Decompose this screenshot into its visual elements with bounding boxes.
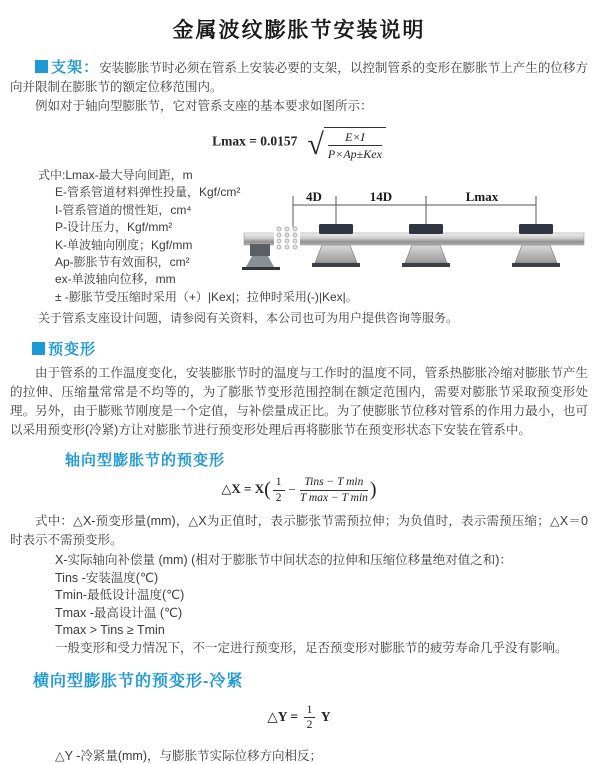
axial-formula-explanation: 式中：△X-预变形量(mm)，△X为正值时，表示膨张节需预拉伸；为负值时，表示需预压缩；△X＝0时表示不需预变形。: [10, 514, 588, 547]
definition-line: K-单波轴向刚度；Kgf/mm: [55, 237, 193, 252]
one-half-fraction: [304, 704, 316, 732]
section-heading-support: [35, 59, 99, 76]
definitions-and-diagram: [10, 167, 588, 307]
lateral-note: △Y -冷紧量(mm)，与膨胀节实际位移方向相反；: [55, 748, 323, 763]
support-section-label: 支架：: [51, 59, 100, 76]
dim-label-14d: 14D: [369, 189, 393, 204]
fraction-denominator: T max − T min: [299, 491, 368, 504]
minus-sign: −: [288, 482, 296, 497]
axial-predeform-formula: [10, 476, 588, 504]
section-bullet-icon: [35, 60, 48, 73]
fraction-numerator: 1: [304, 704, 316, 719]
axial-definition-line: Tmax > Tins ≥ Tmin: [55, 623, 165, 638]
open-paren: (: [264, 478, 271, 501]
axial-definition-line: Tmax -最高设计温 (℃): [55, 605, 183, 620]
support-note: 关于管系支座设计问题，请参阅有关资料，本公司也可为用户提供咨询等服务。: [38, 311, 459, 325]
page-title: 金属波纹膨胀节安装说明: [172, 19, 426, 42]
definition-line: P-设计压力，Kgf/mm²: [55, 220, 173, 235]
close-paren: ): [369, 478, 377, 501]
predeform-section-label: 预变形: [48, 341, 97, 358]
lateral-predeform-heading: 横向型膨胀节的预变形-冷紧: [33, 672, 244, 690]
section-bullet-icon: [32, 342, 45, 355]
fraction-numerator: Tins − T min: [300, 476, 368, 491]
definition-line: 式中:Lmax-最大导向间距，m: [38, 168, 193, 182]
dim-label-4d: 4D: [306, 189, 322, 204]
axial-definition-line: X-实际轴向补偿量 (mm) (相对于膨胀节中间状态的拉伸和压缩位移量绝对值之和)：: [55, 553, 512, 567]
support-intro-paragraph: [10, 58, 588, 97]
temperature-fraction: [300, 476, 368, 504]
axial-definition-line: Tmin-最低设计温度(℃): [55, 588, 185, 603]
fraction-numerator: E×I: [328, 130, 382, 146]
support-spacing-diagram: [236, 187, 588, 289]
formula-rhs: Y: [320, 708, 331, 724]
fraction-denominator: 2: [306, 719, 313, 732]
formula-lhs: △Y =: [267, 708, 299, 724]
fraction-denominator: P×Ap±Kex: [327, 147, 382, 161]
predeform-body-paragraph: 由于管系的工作温度变化，安装膨胀节时的温度与工作时的温度不同，管系热膨胀冷缩对膨胀节产生的拉伸、压缩量常常是不均等的，为了膨胀节变形范围控制在额定范围内，需要对膨胀节采取预变形处理。另外，由于膨账节刚度是一个定值，与补偿量成正比。为了使膨胀节位移对管系的作用力最小，也可以采用预变形(冷紧)方让对膨胀节进行预变形处理后再将膨胀节在预变形状态下安装在管系中。: [10, 366, 588, 437]
bellows: [274, 227, 300, 251]
one-half-fraction: [273, 476, 285, 504]
formula-lhs: △X = X: [221, 480, 265, 496]
fraction-denominator: 2: [275, 491, 282, 504]
axial-definition-line: Tins -安装温度(℃): [55, 570, 159, 585]
support-intro-text: 安装膨胀节时必须在管系上安装必要的支架，以控制管系的变形在膨胀节上产生的位移方向并限制在膨胀节的额定位移范围内。: [10, 61, 588, 94]
lmax-formula-lhs: Lmax = 0.0157: [212, 133, 298, 149]
support-example-line: 例如对于轴向型膨胀节，它对管系支座的基本要求如图所示：: [35, 99, 373, 113]
guide-support: [312, 224, 560, 267]
radical-expression: [307, 123, 385, 161]
sqrt-symbol: √: [307, 128, 324, 161]
lmax-formula: [10, 123, 588, 161]
axial-predeform-heading: 轴向型膨胀节的预变形: [65, 452, 226, 469]
definition-line: I-管系管道的惯性矩，cm⁴: [55, 202, 192, 217]
section-heading-predeform: [32, 338, 588, 359]
radical-fraction: [324, 127, 386, 161]
lateral-predeform-formula: [10, 704, 588, 732]
dim-label-lmax: Lmax: [465, 189, 499, 204]
definition-line: ± -膨胀节受压缩时采用（+）|Kex|；拉伸时采用(-)|Kex|。: [55, 289, 358, 304]
definition-line: ex-单波轴向位移，mm: [55, 272, 176, 287]
fraction-numerator: 1: [273, 476, 285, 491]
axial-definition-line: 一般变形和受力情况下，不一定进行预变形，足否预变形对膨胀节的疲劳寿命几乎没有影响。: [55, 640, 568, 655]
axial-definition-list: [10, 552, 588, 658]
definition-line: Ap-膨胀节有效面积，cm²: [55, 255, 190, 270]
definition-line: E-管系管道材料弹性投量，Kgf/cm²: [55, 185, 241, 200]
